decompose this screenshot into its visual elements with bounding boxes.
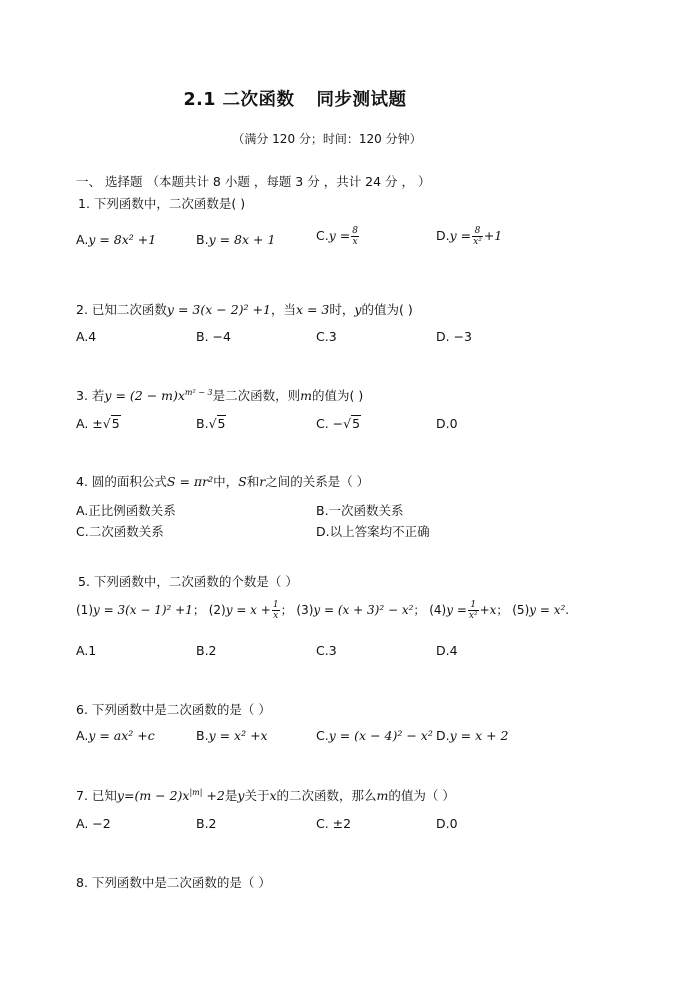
question-6-option-d: D.y = x + 2 [436,728,509,743]
page-subtitle: （满分 120 分；时间：120 分钟） [232,132,422,146]
question-1-option-a: A.y = 8x² +1 [76,232,157,247]
section-heading: 一、 选择题 （本题共计 8 小题 ，每题 3 分 ，共计 24 分 ， ） [76,174,431,189]
question-2-option-c: C.3 [316,329,337,344]
question-2-option-b: B. −4 [196,329,231,344]
question-1-option-b: B.y = 8x + 1 [196,232,276,247]
question-3-option-c: C. −√5 [316,416,361,431]
question-7-option-c: C. ±2 [316,816,352,831]
question-4-option-b: B.一次函数关系 [316,503,404,518]
question-3-option-d: D.0 [436,416,458,431]
question-1-option-d: D.y = $\frac{8}{\text{x²}}$ +1 [436,226,503,247]
question-2-option-d: D. −3 [436,329,472,344]
question-3-option-a: A. ±√5 [76,416,120,431]
question-5-option-b: B.2 [196,643,217,658]
question-1-option-c: C.y = $\frac{8}{x}$ [316,226,358,247]
question-7-option-b: B.2 [196,816,217,831]
page-title: 2.1 二次函数 同步测试题 [183,90,407,110]
question-4-option-d: D.以上答案均不正确 [316,524,430,539]
question-5-option-c: C.3 [316,643,337,658]
question-6-option-c: C.y = (x − 4)² − x² [316,728,433,743]
question-5-functions: (1)y = 3(x − 1)² +1； (2)y = x + $\frac{1}{x}$ ； (3)y = (x + 3)² − x²； (4)y = $\frac{1}{\text{x²}}$ +x； (5)y = x². [76,600,570,621]
question-5-option-a: A.1 [76,643,97,658]
question-4-option-c: C.二次函数关系 [76,524,164,539]
question-7-option-a: A. −2 [76,816,111,831]
question-1-stem: 1. 下列函数中，二次函数是( ) [78,196,246,211]
question-5-stem: 5. 下列函数中，二次函数的个数是（ ） [78,574,298,589]
question-3-option-b: B.√5 [196,416,226,431]
question-7-stem: 7. 已知$y=(m - 2)x^{|m|} +2$是y关于x的二次函数，那么m的值为（ ） [76,787,455,803]
question-3-stem: 3. 若$y = (2 - m)x^{m^2 - 3}$是二次函数，则m的值为( ) [76,387,364,403]
question-6-option-b: B.y = x² +x [196,728,268,743]
question-4-option-a: A.正比例函数关系 [76,503,176,518]
question-2-option-a: A.4 [76,329,97,344]
question-6-option-a: A.y = ax² +c [76,728,155,743]
question-5-option-d: D.4 [436,643,458,658]
question-4-stem: 4. 圆的面积公式S = πr²中，S和r之间的关系是（ ） [76,474,370,489]
question-2-stem: 2. 已知二次函数y = 3(x − 2)² +1，当x = 3时，y的值为( ) [76,302,413,317]
question-8-stem: 8. 下列函数中是二次函数的是（ ） [76,875,271,890]
question-7-option-d: D.0 [436,816,458,831]
question-6-stem: 6. 下列函数中是二次函数的是（ ） [76,702,271,717]
